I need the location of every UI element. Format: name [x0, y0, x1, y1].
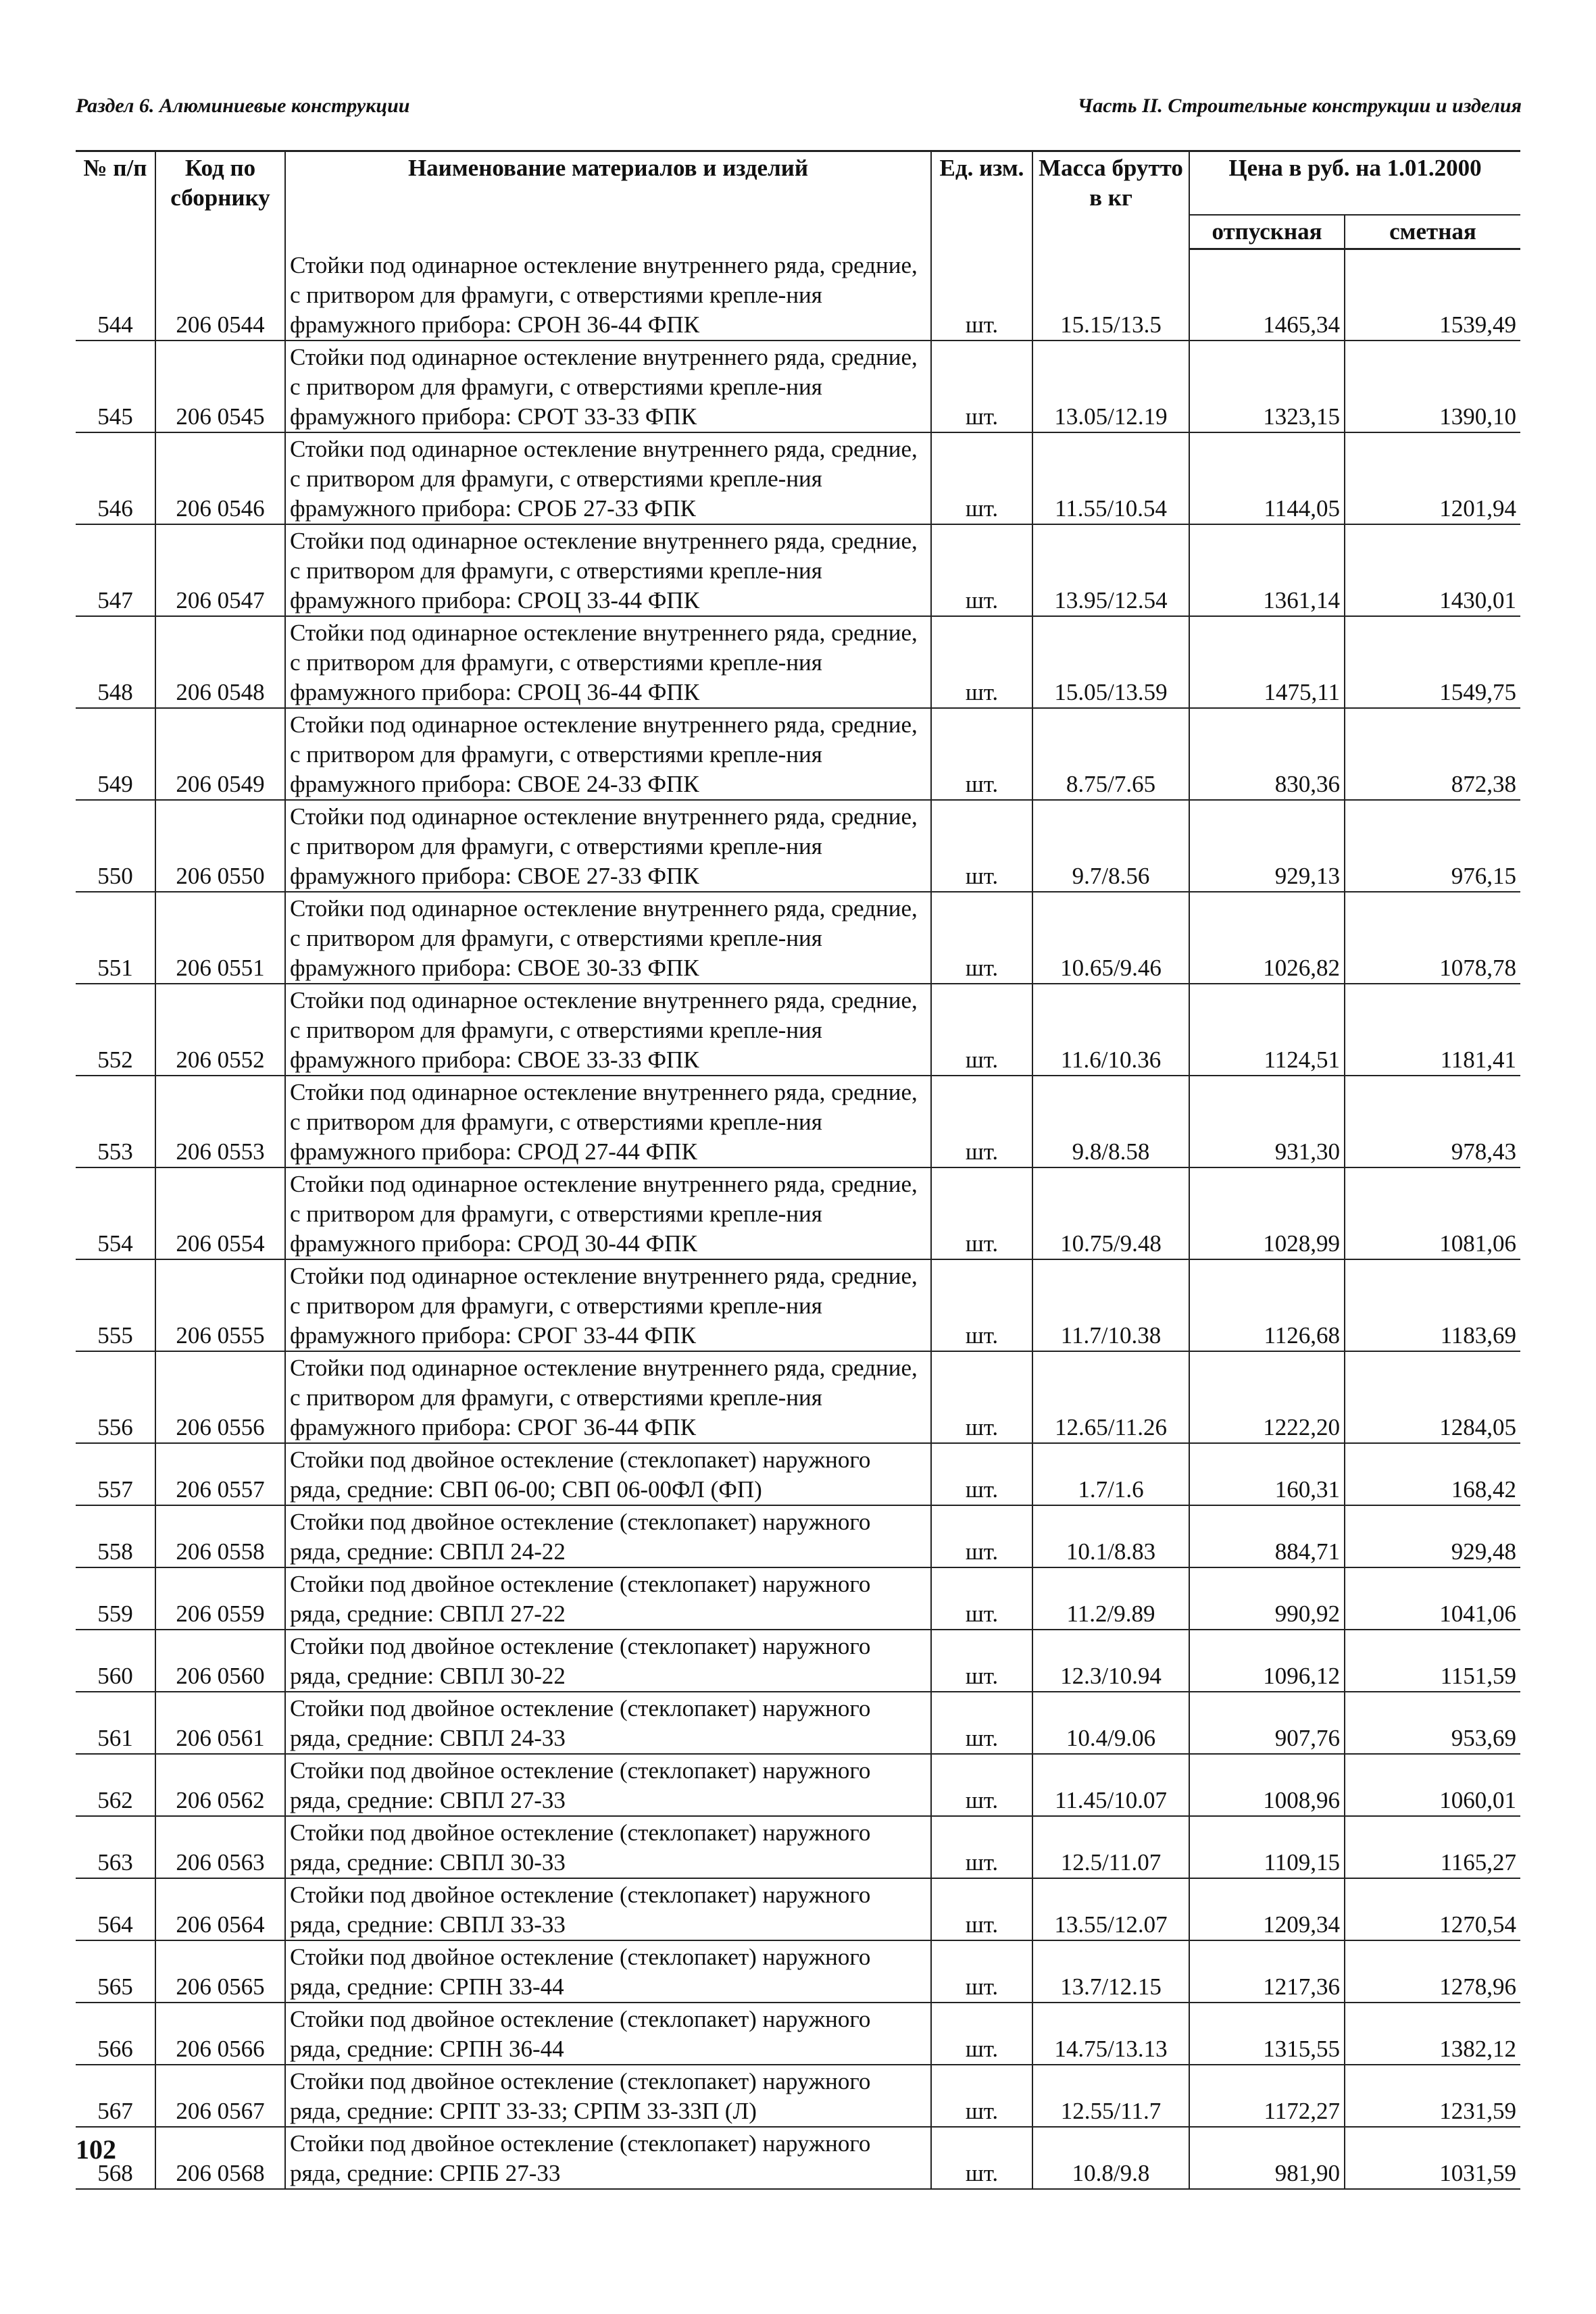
- cell-price-release: 981,90: [1189, 2127, 1345, 2189]
- col-header-code: Код по сборнику: [155, 151, 285, 249]
- cell-price-release: 1475,11: [1189, 616, 1345, 708]
- price-table: [76, 150, 1520, 2190]
- table-row: [76, 1167, 1520, 1259]
- table-row: [76, 1692, 1520, 1754]
- cell-mass: 8.75/7.65: [1032, 708, 1189, 800]
- cell-name: Стойки под двойное остекление (стеклопакет) наружного ряда, средние: СРПБ 27-33: [285, 2127, 931, 2189]
- cell-mass: 11.7/10.38: [1032, 1259, 1189, 1351]
- cell-mass: 11.6/10.36: [1032, 984, 1189, 1076]
- table-row: [76, 432, 1520, 524]
- cell-price-estimate: 1278,96: [1345, 1940, 1520, 2003]
- cell-unit: шт.: [931, 1754, 1032, 1816]
- cell-unit: шт.: [931, 1692, 1032, 1754]
- cell-unit: шт.: [931, 616, 1032, 708]
- cell-price-release: 1028,99: [1189, 1167, 1345, 1259]
- cell-code: 206 0547: [155, 524, 285, 616]
- cell-price-estimate: 1539,49: [1345, 249, 1520, 341]
- cell-mass: 10.4/9.06: [1032, 1692, 1189, 1754]
- cell-price-estimate: 1031,59: [1345, 2127, 1520, 2189]
- page-number: 102: [76, 2134, 116, 2165]
- cell-unit: шт.: [931, 524, 1032, 616]
- cell-num: 546: [76, 432, 155, 524]
- cell-name: Стойки под одинарное остекление внутреннего ряда, средние, с притвором для фрамуги, с отверстиями крепле-ния фрамужного прибора: СРОГ 33-44 ФПК: [285, 1259, 931, 1351]
- cell-mass: 11.55/10.54: [1032, 432, 1189, 524]
- cell-price-release: 160,31: [1189, 1443, 1345, 1505]
- col-header-name: Наименование материалов и изделий: [285, 151, 931, 249]
- cell-code: 206 0565: [155, 1940, 285, 2003]
- table-row: [76, 2003, 1520, 2065]
- cell-num: 566: [76, 2003, 155, 2065]
- cell-unit: шт.: [931, 800, 1032, 892]
- cell-mass: 14.75/13.13: [1032, 2003, 1189, 2065]
- cell-name: Стойки под двойное остекление (стеклопакет) наружного ряда, средние: СВПЛ 24-22: [285, 1505, 931, 1567]
- cell-name: Стойки под одинарное остекление внутреннего ряда, средние, с притвором для фрамуги, с отверстиями крепле-ния фрамужного прибора: СРОН 36-44 ФПК: [285, 249, 931, 341]
- cell-num: 563: [76, 1816, 155, 1878]
- cell-unit: шт.: [931, 1940, 1032, 2003]
- cell-price-estimate: 1081,06: [1345, 1167, 1520, 1259]
- table-row: [76, 1878, 1520, 1940]
- cell-name: Стойки под одинарное остекление внутреннего ряда, средние, с притвором для фрамуги, с отверстиями крепле-ния фрамужного прибора: СВОЕ 27-33 ФПК: [285, 800, 931, 892]
- cell-price-estimate: 1165,27: [1345, 1816, 1520, 1878]
- cell-unit: шт.: [931, 1816, 1032, 1878]
- col-header-price-estimate: сметная: [1345, 215, 1520, 249]
- cell-name: Стойки под двойное остекление (стеклопакет) наружного ряда, средние: СВПЛ 30-22: [285, 1630, 931, 1692]
- cell-code: 206 0557: [155, 1443, 285, 1505]
- cell-name: Стойки под двойное остекление (стеклопакет) наружного ряда, средние: СВПЛ 24-33: [285, 1692, 931, 1754]
- cell-code: 206 0564: [155, 1878, 285, 1940]
- cell-code: 206 0546: [155, 432, 285, 524]
- cell-mass: 10.75/9.48: [1032, 1167, 1189, 1259]
- cell-name: Стойки под одинарное остекление внутреннего ряда, средние, с притвором для фрамуги, с отверстиями крепле-ния фрамужного прибора: СРОГ 36-44 ФПК: [285, 1351, 931, 1443]
- running-head: [76, 95, 1522, 118]
- cell-name: Стойки под двойное остекление (стеклопакет) наружного ряда, средние: СВПЛ 30-33: [285, 1816, 931, 1878]
- table-row: [76, 341, 1520, 432]
- cell-code: 206 0562: [155, 1754, 285, 1816]
- cell-price-release: 1126,68: [1189, 1259, 1345, 1351]
- cell-price-estimate: 1151,59: [1345, 1630, 1520, 1692]
- cell-mass: 13.95/12.54: [1032, 524, 1189, 616]
- cell-mass: 1.7/1.6: [1032, 1443, 1189, 1505]
- col-header-mass: Масса брутто в кг: [1032, 151, 1189, 249]
- cell-code: 206 0558: [155, 1505, 285, 1567]
- cell-unit: шт.: [931, 2127, 1032, 2189]
- cell-price-estimate: 168,42: [1345, 1443, 1520, 1505]
- col-header-unit: Ед. изм.: [931, 151, 1032, 249]
- cell-price-release: 1096,12: [1189, 1630, 1345, 1692]
- cell-unit: шт.: [931, 1167, 1032, 1259]
- table-row: [76, 2127, 1520, 2189]
- cell-name: Стойки под одинарное остекление внутреннего ряда, средние, с притвором для фрамуги, с отверстиями крепле-ния фрамужного прибора: СРОД 27-44 ФПК: [285, 1076, 931, 1167]
- part-title: Часть II. Строительные конструкции и изделия: [1077, 95, 1522, 117]
- table-header-row: [76, 151, 1520, 216]
- cell-price-estimate: 1060,01: [1345, 1754, 1520, 1816]
- table-row: [76, 1505, 1520, 1567]
- cell-unit: шт.: [931, 1567, 1032, 1630]
- cell-num: 564: [76, 1878, 155, 1940]
- cell-price-release: 1323,15: [1189, 341, 1345, 432]
- cell-mass: 11.45/10.07: [1032, 1754, 1189, 1816]
- cell-mass: 10.65/9.46: [1032, 892, 1189, 984]
- cell-code: 206 0556: [155, 1351, 285, 1443]
- cell-price-estimate: 1549,75: [1345, 616, 1520, 708]
- cell-price-release: 931,30: [1189, 1076, 1345, 1167]
- cell-mass: 13.7/12.15: [1032, 1940, 1189, 2003]
- cell-price-release: 830,36: [1189, 708, 1345, 800]
- cell-num: 553: [76, 1076, 155, 1167]
- cell-num: 557: [76, 1443, 155, 1505]
- cell-price-estimate: 1270,54: [1345, 1878, 1520, 1940]
- cell-price-estimate: 1078,78: [1345, 892, 1520, 984]
- table-row: [76, 1567, 1520, 1630]
- cell-code: 206 0555: [155, 1259, 285, 1351]
- cell-num: 548: [76, 616, 155, 708]
- cell-name: Стойки под одинарное остекление внутреннего ряда, средние, с притвором для фрамуги, с отверстиями крепле-ния фрамужного прибора: СВОЕ 33-33 ФПК: [285, 984, 931, 1076]
- table-row: [76, 1630, 1520, 1692]
- cell-price-estimate: 1390,10: [1345, 341, 1520, 432]
- cell-price-release: 990,92: [1189, 1567, 1345, 1630]
- cell-price-estimate: 1231,59: [1345, 2065, 1520, 2127]
- cell-code: 206 0548: [155, 616, 285, 708]
- cell-code: 206 0544: [155, 249, 285, 341]
- cell-code: 206 0550: [155, 800, 285, 892]
- cell-mass: 12.55/11.7: [1032, 2065, 1189, 2127]
- cell-price-release: 1124,51: [1189, 984, 1345, 1076]
- cell-num: 560: [76, 1630, 155, 1692]
- cell-unit: шт.: [931, 432, 1032, 524]
- table-row: [76, 249, 1520, 341]
- cell-code: 206 0560: [155, 1630, 285, 1692]
- cell-num: 561: [76, 1692, 155, 1754]
- cell-num: 555: [76, 1259, 155, 1351]
- table-row: [76, 1351, 1520, 1443]
- cell-price-release: 1315,55: [1189, 2003, 1345, 2065]
- cell-num: 545: [76, 341, 155, 432]
- cell-name: Стойки под двойное остекление (стеклопакет) наружного ряда, средние: СРПТ 33-33; СРПМ 33-33П (Л): [285, 2065, 931, 2127]
- cell-code: 206 0553: [155, 1076, 285, 1167]
- cell-mass: 12.65/11.26: [1032, 1351, 1189, 1443]
- cell-price-estimate: 976,15: [1345, 800, 1520, 892]
- cell-unit: шт.: [931, 2065, 1032, 2127]
- cell-price-estimate: 1430,01: [1345, 524, 1520, 616]
- cell-price-estimate: 978,43: [1345, 1076, 1520, 1167]
- cell-num: 552: [76, 984, 155, 1076]
- cell-price-release: 907,76: [1189, 1692, 1345, 1754]
- cell-mass: 13.05/12.19: [1032, 341, 1189, 432]
- cell-price-release: 1361,14: [1189, 524, 1345, 616]
- cell-name: Стойки под двойное остекление (стеклопакет) наружного ряда, средние: СВПЛ 33-33: [285, 1878, 931, 1940]
- cell-mass: 15.15/13.5: [1032, 249, 1189, 341]
- cell-name: Стойки под одинарное остекление внутреннего ряда, средние, с притвором для фрамуги, с отверстиями крепле-ния фрамужного прибора: СВОЕ 24-33 ФПК: [285, 708, 931, 800]
- cell-price-release: 1109,15: [1189, 1816, 1345, 1878]
- cell-name: Стойки под двойное остекление (стеклопакет) наружного ряда, средние: СВПЛ 27-33: [285, 1754, 931, 1816]
- table-row: [76, 892, 1520, 984]
- cell-price-release: 1144,05: [1189, 432, 1345, 524]
- cell-price-estimate: 1183,69: [1345, 1259, 1520, 1351]
- cell-num: 562: [76, 1754, 155, 1816]
- cell-code: 206 0549: [155, 708, 285, 800]
- cell-num: 547: [76, 524, 155, 616]
- cell-mass: 9.7/8.56: [1032, 800, 1189, 892]
- cell-num: 551: [76, 892, 155, 984]
- cell-name: Стойки под двойное остекление (стеклопакет) наружного ряда, средние: СРПН 36-44: [285, 2003, 931, 2065]
- table-row: [76, 2065, 1520, 2127]
- cell-price-release: 1008,96: [1189, 1754, 1345, 1816]
- cell-mass: 15.05/13.59: [1032, 616, 1189, 708]
- cell-num: 544: [76, 249, 155, 341]
- cell-name: Стойки под одинарное остекление внутреннего ряда, средние, с притвором для фрамуги, с отверстиями крепле-ния фрамужного прибора: СРОД 30-44 ФПК: [285, 1167, 931, 1259]
- cell-price-estimate: 1041,06: [1345, 1567, 1520, 1630]
- cell-code: 206 0554: [155, 1167, 285, 1259]
- col-header-price-group: Цена в руб. на 1.01.2000: [1189, 151, 1520, 216]
- cell-code: 206 0563: [155, 1816, 285, 1878]
- table-body: [76, 249, 1520, 2189]
- table-row: [76, 1754, 1520, 1816]
- table-row: [76, 616, 1520, 708]
- cell-name: Стойки под одинарное остекление внутреннего ряда, средние, с притвором для фрамуги, с отверстиями крепле-ния фрамужного прибора: СВОЕ 30-33 ФПК: [285, 892, 931, 984]
- cell-price-estimate: 1201,94: [1345, 432, 1520, 524]
- cell-name: Стойки под двойное остекление (стеклопакет) наружного ряда, средние: СВП 06-00; СВП 06-00ФЛ (ФП): [285, 1443, 931, 1505]
- cell-unit: шт.: [931, 2003, 1032, 2065]
- cell-name: Стойки под двойное остекление (стеклопакет) наружного ряда, средние: СРПН 33-44: [285, 1940, 931, 2003]
- cell-mass: 9.8/8.58: [1032, 1076, 1189, 1167]
- cell-unit: шт.: [931, 1076, 1032, 1167]
- cell-mass: 10.1/8.83: [1032, 1505, 1189, 1567]
- cell-code: 206 0561: [155, 1692, 285, 1754]
- cell-price-release: 1209,34: [1189, 1878, 1345, 1940]
- cell-code: 206 0567: [155, 2065, 285, 2127]
- cell-price-release: 884,71: [1189, 1505, 1345, 1567]
- cell-unit: шт.: [931, 1443, 1032, 1505]
- table-row: [76, 1443, 1520, 1505]
- cell-unit: шт.: [931, 708, 1032, 800]
- cell-num: 567: [76, 2065, 155, 2127]
- cell-price-estimate: 1382,12: [1345, 2003, 1520, 2065]
- table-row: [76, 1076, 1520, 1167]
- cell-unit: шт.: [931, 249, 1032, 341]
- cell-unit: шт.: [931, 1259, 1032, 1351]
- cell-code: 206 0551: [155, 892, 285, 984]
- cell-num: 556: [76, 1351, 155, 1443]
- cell-unit: шт.: [931, 1878, 1032, 1940]
- table-row: [76, 708, 1520, 800]
- cell-price-release: 1172,27: [1189, 2065, 1345, 2127]
- cell-code: 206 0566: [155, 2003, 285, 2065]
- col-header-price-release: отпускная: [1189, 215, 1345, 249]
- cell-mass: 11.2/9.89: [1032, 1567, 1189, 1630]
- cell-code: 206 0552: [155, 984, 285, 1076]
- table-row: [76, 1940, 1520, 2003]
- cell-unit: шт.: [931, 1351, 1032, 1443]
- cell-price-release: 929,13: [1189, 800, 1345, 892]
- cell-num: 549: [76, 708, 155, 800]
- table-row: [76, 800, 1520, 892]
- cell-code: 206 0545: [155, 341, 285, 432]
- cell-unit: шт.: [931, 1630, 1032, 1692]
- cell-price-estimate: 1181,41: [1345, 984, 1520, 1076]
- col-header-num: № п/п: [76, 151, 155, 249]
- section-title: Раздел 6. Алюминиевые конструкции: [76, 95, 410, 117]
- cell-unit: шт.: [931, 892, 1032, 984]
- table-row: [76, 1816, 1520, 1878]
- table-row: [76, 524, 1520, 616]
- cell-unit: шт.: [931, 984, 1032, 1076]
- cell-price-release: 1026,82: [1189, 892, 1345, 984]
- cell-price-release: 1222,20: [1189, 1351, 1345, 1443]
- cell-num: 554: [76, 1167, 155, 1259]
- cell-name: Стойки под одинарное остекление внутреннего ряда, средние, с притвором для фрамуги, с отверстиями крепле-ния фрамужного прибора: СРОБ 27-33 ФПК: [285, 432, 931, 524]
- cell-code: 206 0559: [155, 1567, 285, 1630]
- cell-price-estimate: 1284,05: [1345, 1351, 1520, 1443]
- cell-num: 568: [76, 2127, 155, 2189]
- table-row: [76, 1259, 1520, 1351]
- cell-num: 558: [76, 1505, 155, 1567]
- cell-num: 565: [76, 1940, 155, 2003]
- cell-mass: 13.55/12.07: [1032, 1878, 1189, 1940]
- cell-mass: 12.3/10.94: [1032, 1630, 1189, 1692]
- cell-mass: 10.8/9.8: [1032, 2127, 1189, 2189]
- cell-name: Стойки под одинарное остекление внутреннего ряда, средние, с притвором для фрамуги, с отверстиями крепле-ния фрамужного прибора: СРОЦ 36-44 ФПК: [285, 616, 931, 708]
- cell-num: 559: [76, 1567, 155, 1630]
- cell-num: 550: [76, 800, 155, 892]
- cell-unit: шт.: [931, 341, 1032, 432]
- cell-code: 206 0568: [155, 2127, 285, 2189]
- cell-price-release: 1217,36: [1189, 1940, 1345, 2003]
- cell-price-estimate: 929,48: [1345, 1505, 1520, 1567]
- cell-name: Стойки под одинарное остекление внутреннего ряда, средние, с притвором для фрамуги, с отверстиями крепле-ния фрамужного прибора: СРОТ 33-33 ФПК: [285, 341, 931, 432]
- cell-price-release: 1465,34: [1189, 249, 1345, 341]
- cell-unit: шт.: [931, 1505, 1032, 1567]
- cell-name: Стойки под одинарное остекление внутреннего ряда, средние, с притвором для фрамуги, с отверстиями крепле-ния фрамужного прибора: СРОЦ 33-44 ФПК: [285, 524, 931, 616]
- cell-price-estimate: 872,38: [1345, 708, 1520, 800]
- table-row: [76, 984, 1520, 1076]
- cell-price-estimate: 953,69: [1345, 1692, 1520, 1754]
- cell-mass: 12.5/11.07: [1032, 1816, 1189, 1878]
- cell-name: Стойки под двойное остекление (стеклопакет) наружного ряда, средние: СВПЛ 27-22: [285, 1567, 931, 1630]
